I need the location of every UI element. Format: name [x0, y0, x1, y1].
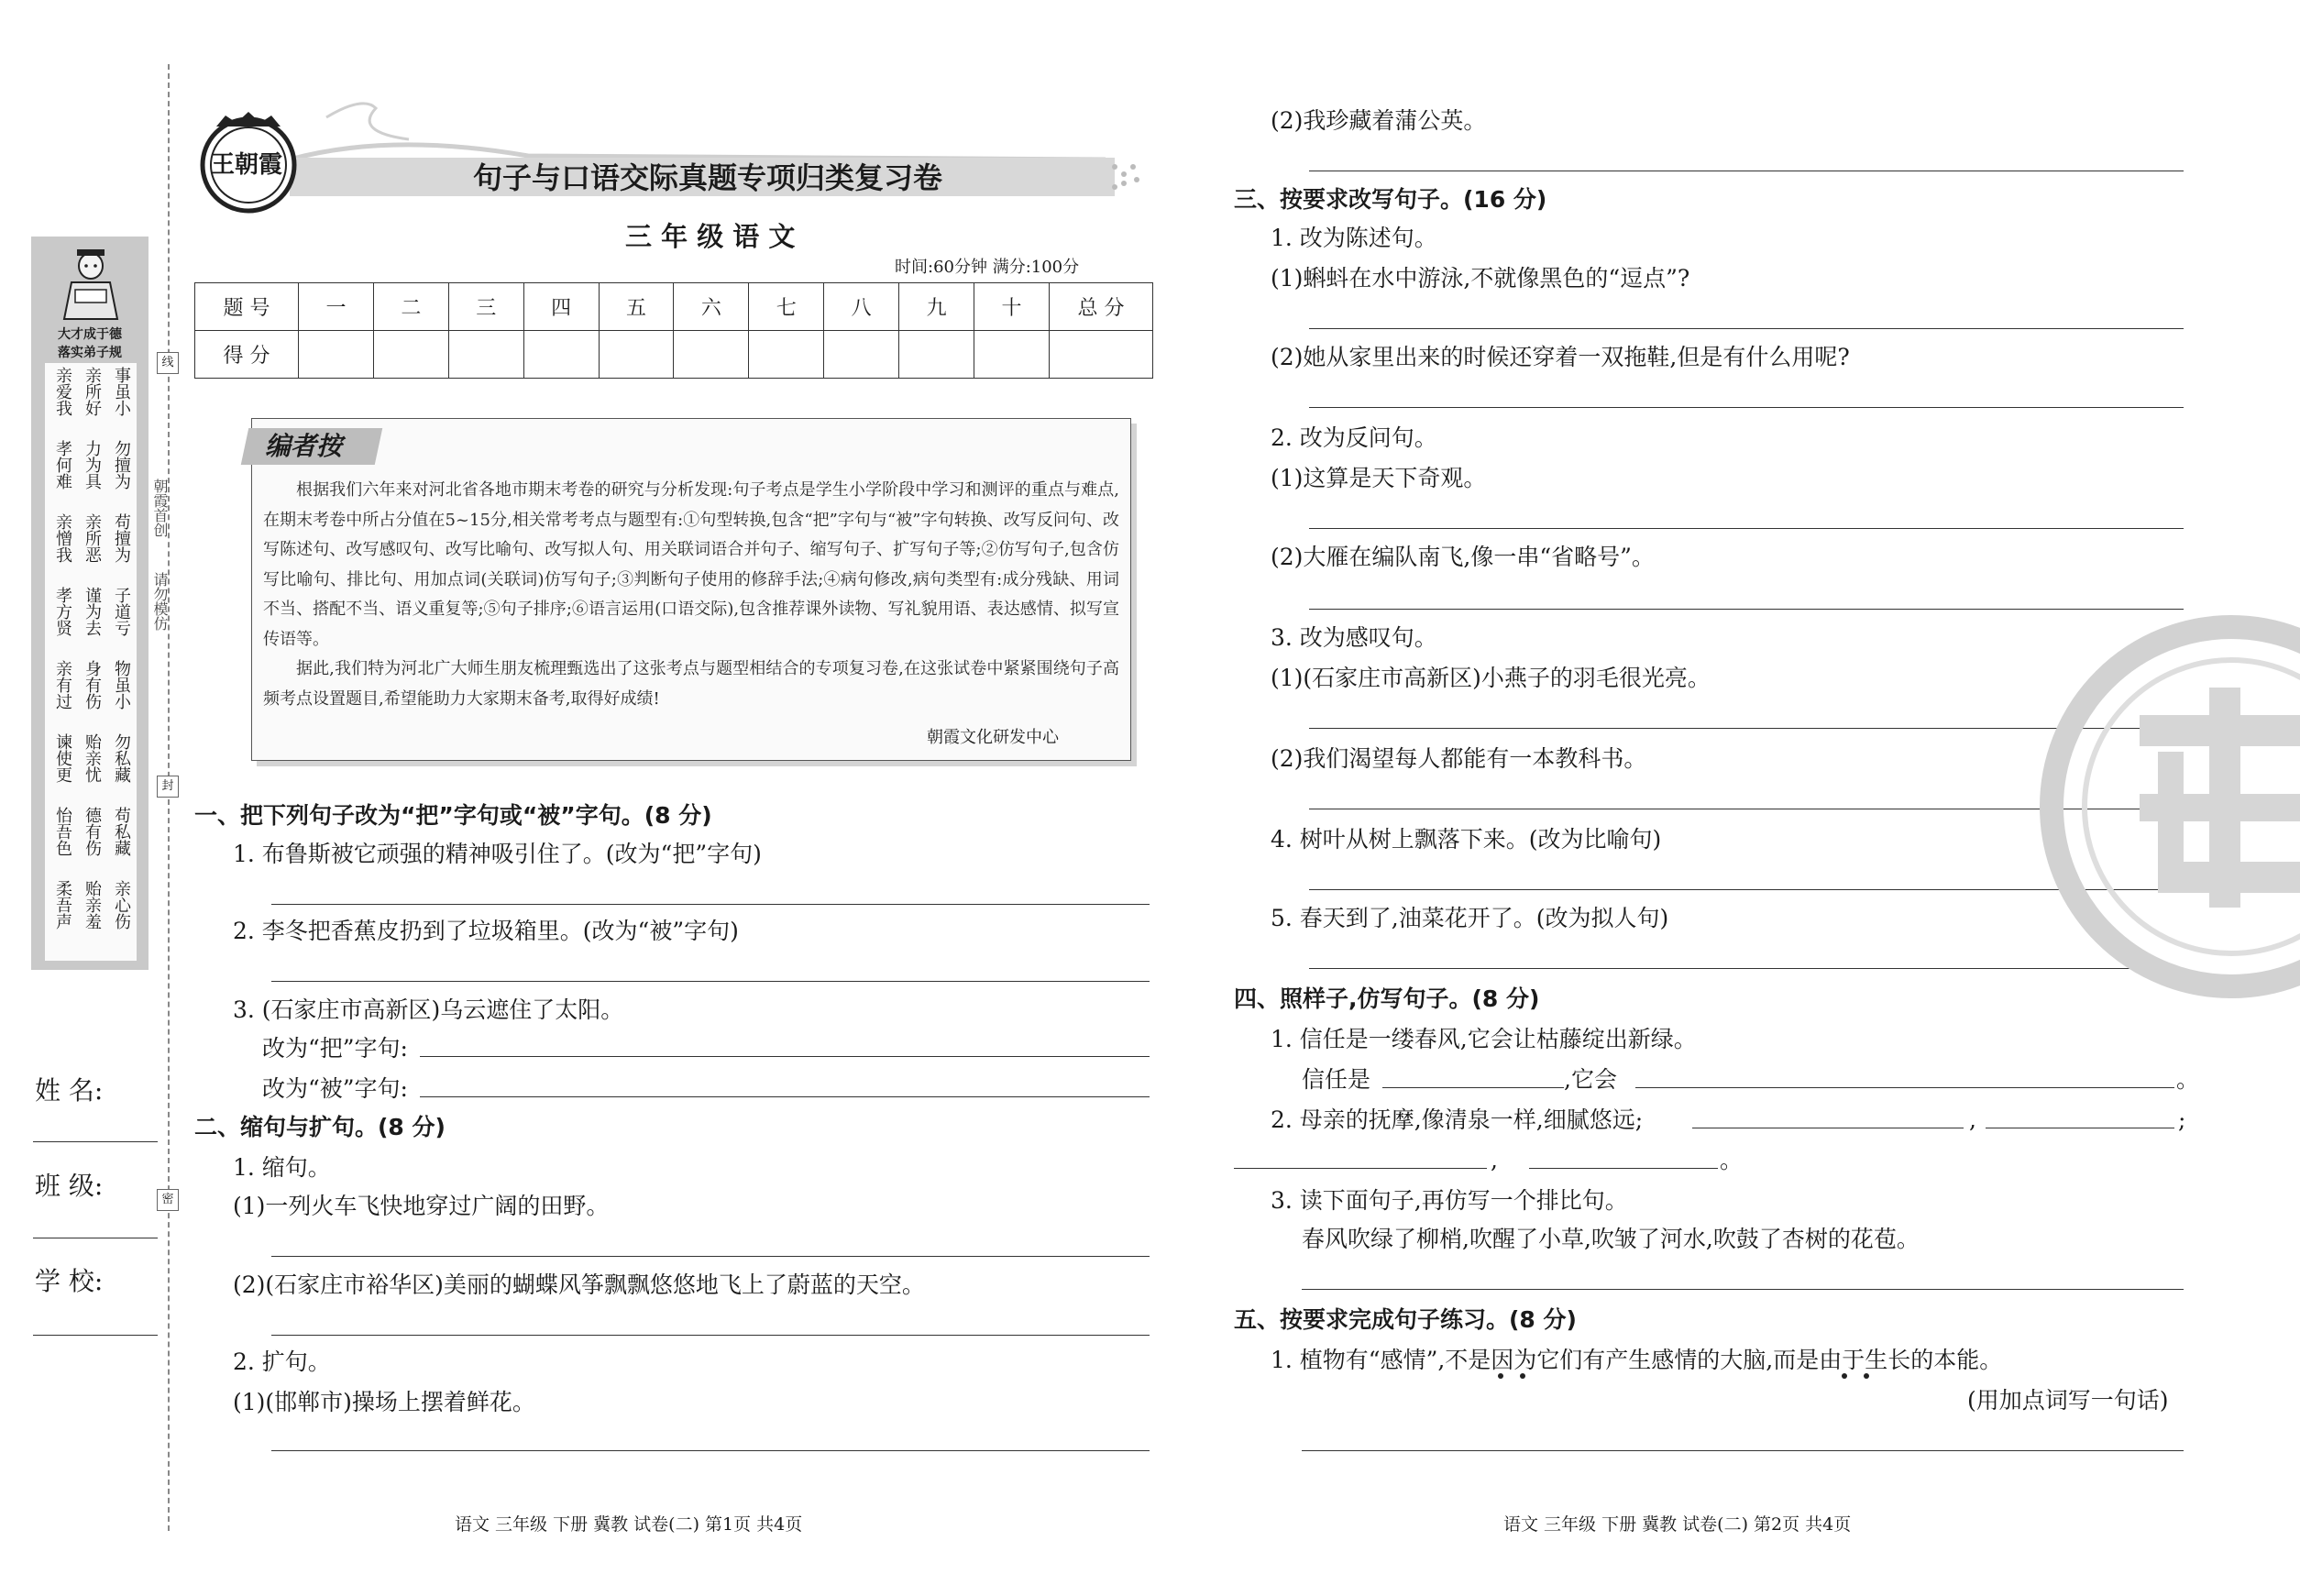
question-text: 2. 母亲的抚摩,像清泉一样,细腻悠远; — [1271, 1106, 1644, 1133]
score-cell[interactable] — [299, 331, 374, 379]
poem-col: 柔吾声 — [53, 880, 72, 930]
score-header-cell: 三 — [448, 283, 523, 331]
subject-title: 三 年 级 语 文 — [625, 221, 796, 252]
question-text: (2)我们渴望每人都能有一本教科书。 — [1271, 745, 1647, 772]
footer-right: 语文 三年级 下册 冀教 试卷(二) 第2页 共4页 — [1503, 1514, 1852, 1535]
poem-col: 贻亲忧 — [83, 733, 102, 783]
editor-note-box — [251, 418, 1131, 761]
question-text: (2)大雁在编队南飞,像一串“省略号”。 — [1271, 544, 1655, 570]
question-text: 1. 改为陈述句。 — [1271, 225, 1437, 251]
question-text: (2)她从家里出来的时候还穿着一双拖鞋,但是有什么用呢? — [1271, 344, 1850, 370]
poem-col: 亲有过 — [53, 660, 72, 710]
poem-col: 谏使更 — [53, 733, 72, 783]
score-header-cell: 八 — [824, 283, 899, 331]
question-label: 。 — [1720, 1147, 1744, 1173]
poem-col: 亲憎我 — [53, 513, 72, 563]
score-cell[interactable] — [749, 331, 824, 379]
poem-col: 苟擅为 — [112, 513, 131, 563]
score-header-cell: 六 — [674, 283, 749, 331]
answer-line[interactable] — [420, 1096, 1150, 1097]
answer-line[interactable] — [420, 1056, 1150, 1057]
sidebar-motto-2: 落实弟子规 — [58, 346, 122, 360]
editor-heading: 编者按 — [265, 431, 343, 461]
seal-char-3: 密 — [157, 1189, 179, 1211]
poem-col: 孝何难 — [53, 440, 72, 490]
poem-col: 亲所好 — [83, 367, 102, 416]
question-text: (1)蝌蚪在水中游泳,不就像黑色的“逗点”? — [1271, 265, 1690, 292]
answer-line[interactable] — [271, 904, 1150, 905]
section-5-title: 五、按要求完成句子练习。(8 分) — [1234, 1306, 1577, 1333]
question-text: (1)(石家庄市高新区)小燕子的羽毛很光亮。 — [1271, 665, 1711, 691]
score-table — [194, 282, 1153, 379]
poem-col: 亲爱我 — [53, 367, 72, 416]
score-header-cell: 一 — [299, 283, 374, 331]
footer-left: 语文 三年级 下册 冀教 试卷(二) 第1页 共4页 — [455, 1514, 803, 1535]
question-text: 2. 李冬把香蕉皮扔到了垃圾箱里。(改为“被”字句) — [233, 918, 739, 944]
emphasis-dot — [1842, 1373, 1847, 1379]
score-header-cell: 题 号 — [195, 283, 299, 331]
sidebar-poem-area — [45, 363, 137, 961]
question-text: 2. 改为反问句。 — [1271, 424, 1437, 451]
answer-line[interactable] — [1302, 1450, 2184, 1451]
question-text: 3. 读下面句子,再仿写一个排比句。 — [1271, 1187, 1628, 1214]
score-header-cell: 二 — [373, 283, 448, 331]
answer-line[interactable] — [1529, 1168, 1718, 1169]
score-cell[interactable] — [1050, 331, 1153, 379]
question-text: 5. 春天到了,油菜花开了。(改为拟人句) — [1271, 905, 1669, 931]
answer-line[interactable] — [271, 1256, 1150, 1257]
section-4-title: 四、照样子,仿写句子。(8 分) — [1234, 985, 1540, 1012]
editor-paragraph-1: 根据我们六年来对河北省各地市期末考卷的研究与分析发现:句子考点是学生小学阶段中学习和测评的重点与难点,在期末考卷中所占分值在5~15分,相关常考考点与题型有:①句型转换,包含“把”字句与“被”字句转换、改写反问句、改写陈述句、改写感叹句、改写比喻句、改写拟人句、用关联词语合并句子、缩写句子、扩写句子等;②仿写句子,包含仿写比喻句、排比句、用加点词(关联词)仿写句子;③判断句子使用的修辞手法;④病句修改,病句类型有:成分残缺、用词不当、搭配不当、语义重复等;⑤句子排序;⑥语言运用(口语交际),包含推荐课外读物、写礼貌用语、表达感情、拟写宣传语等。 — [263, 480, 1119, 649]
score-cell[interactable] — [373, 331, 448, 379]
score-header-cell: 总 分 — [1050, 283, 1153, 331]
answer-line[interactable] — [1309, 407, 2184, 408]
poem-col: 孝方贤 — [53, 587, 72, 636]
score-header-cell: 七 — [749, 283, 824, 331]
question-label: ; — [2178, 1106, 2186, 1133]
poem-col: 德有伤 — [83, 807, 102, 856]
section-2-title: 二、缩句与扩句。(8 分) — [194, 1114, 446, 1140]
name-label: 姓 名: — [35, 1075, 104, 1106]
question-text: (1)一列火车飞快地穿过广阔的田野。 — [233, 1193, 610, 1219]
poem-col: 勿擅为 — [112, 440, 131, 490]
question-text: (1)这算是天下奇观。 — [1271, 465, 1487, 491]
poem-col: 力为具 — [83, 440, 102, 490]
question-note: (用加点词写一句话) — [1967, 1387, 2169, 1414]
logo-text: 王朝霞 — [211, 151, 283, 179]
question-label: 。 — [2176, 1066, 2200, 1093]
binding-line — [168, 64, 170, 1531]
scholar-icon — [59, 246, 123, 323]
answer-line[interactable] — [1234, 1168, 1487, 1169]
question-text: 3. (石家庄市高新区)乌云遮住了太阳。 — [233, 996, 624, 1023]
school-label: 学 校: — [35, 1266, 104, 1296]
poem-col: 勿私藏 — [112, 733, 131, 783]
score-header-cell: 十 — [974, 283, 1050, 331]
poem-col: 身有伤 — [83, 660, 102, 710]
score-cell[interactable] — [599, 331, 674, 379]
question-label: , — [1969, 1106, 1976, 1133]
poem-col: 亲所恶 — [83, 513, 102, 563]
answer-line[interactable] — [1382, 1087, 1564, 1088]
poem-col: 苟私藏 — [112, 807, 131, 856]
emphasis-dot — [1520, 1373, 1525, 1379]
score-header-cell: 九 — [899, 283, 974, 331]
answer-line[interactable] — [1309, 609, 2184, 610]
score-cell[interactable] — [523, 331, 599, 379]
question-label: 改为“把”字句: — [262, 1035, 408, 1062]
watermark-stamp-icon — [2030, 614, 2300, 999]
answer-line[interactable] — [271, 1450, 1150, 1451]
name-field[interactable] — [33, 1141, 158, 1142]
question-text: 1. 缩句。 — [233, 1154, 331, 1181]
vertical-note-1: 朝霞首创 — [151, 479, 169, 537]
answer-line[interactable] — [1302, 1289, 2184, 1290]
answer-line[interactable] — [1309, 528, 2184, 529]
emphasis-dot — [1498, 1373, 1503, 1379]
question-text: 3. 改为感叹句。 — [1271, 624, 1437, 651]
score-cell[interactable] — [674, 331, 749, 379]
editor-paragraph-2: 据此,我们特为河北广大师生朋友梳理甄选出了这张考点与题型相结合的专项复习卷,在这张试卷中紧紧围绕句子高频考点设置题目,希望能助力大家期末备考,取得好成绩! — [263, 659, 1119, 709]
sidebar-panel — [31, 237, 149, 970]
question-text: 2. 扩句。 — [233, 1348, 331, 1375]
poem-col: 贻亲羞 — [83, 880, 102, 930]
class-label: 班 级: — [35, 1171, 104, 1201]
question-text: 春风吹绿了柳梢,吹醒了小草,吹皱了河水,吹鼓了杏树的花苞。 — [1302, 1226, 1920, 1252]
answer-line[interactable] — [1635, 1087, 2174, 1088]
answer-line[interactable] — [1309, 328, 2184, 329]
question-text: (1)(邯郸市)操场上摆着鲜花。 — [233, 1389, 535, 1415]
score-cell[interactable] — [448, 331, 523, 379]
section-3-title: 三、按要求改写句子。(16 分) — [1234, 186, 1547, 213]
poem-col: 子道亏 — [112, 587, 131, 636]
score-cell[interactable] — [824, 331, 899, 379]
question-text: 1. 植物有“感情”,不是因为它们有产生感情的大脑,而是由于生长的本能。 — [1271, 1347, 2003, 1373]
question-text: 4. 树叶从树上飘落下来。(改为比喻句) — [1271, 826, 1662, 853]
sidebar-motto-1: 大才成于德 — [58, 327, 122, 342]
seal-char-2: 封 — [157, 776, 179, 798]
editor-signature: 朝霞文化研发中心 — [927, 728, 1059, 747]
answer-line[interactable] — [271, 1335, 1150, 1336]
score-header-cell: 四 — [523, 283, 599, 331]
poem-col: 事虽小 — [112, 367, 131, 416]
editor-body — [263, 476, 1119, 714]
score-header-cell: 五 — [599, 283, 674, 331]
score-row-label: 得 分 — [195, 331, 299, 379]
poem-col: 物虽小 — [112, 660, 131, 710]
section-1-title: 一、把下列句子改为“把”字句或“被”字句。(8 分) — [194, 802, 712, 829]
school-field[interactable] — [33, 1335, 158, 1336]
seal-char-1: 线 — [157, 352, 179, 374]
question-label: 信任是 — [1302, 1066, 1371, 1093]
emphasis-dot — [1864, 1373, 1869, 1379]
poem-col: 亲心伤 — [112, 880, 131, 930]
question-label: 改为“被”字句: — [262, 1075, 408, 1102]
poem-col: 怡吾色 — [53, 807, 72, 856]
page-title: 句子与口语交际真题专项归类复习卷 — [473, 160, 943, 195]
vertical-note-2: 请勿模仿 — [151, 572, 169, 631]
question-text: (2)(石家庄市裕华区)美丽的蝴蝶风筝飘飘悠悠地飞上了蔚蓝的天空。 — [233, 1271, 925, 1298]
time-info: 时间:60分钟 满分:100分 — [895, 258, 1080, 277]
poem-col: 谨为去 — [83, 587, 102, 636]
question-text: 1. 布鲁斯被它顽强的精神吸引住了。(改为“把”字句) — [233, 841, 762, 867]
question-text: 1. 信任是一缕春风,它会让枯藤绽出新绿。 — [1271, 1026, 1697, 1052]
score-cell[interactable] — [974, 331, 1050, 379]
answer-line[interactable] — [271, 981, 1150, 982]
question-text: (2)我珍藏着蒲公英。 — [1271, 107, 1487, 134]
score-cell[interactable] — [899, 331, 974, 379]
question-label: ,它会 — [1564, 1066, 1617, 1093]
question-label: , — [1491, 1147, 1498, 1173]
